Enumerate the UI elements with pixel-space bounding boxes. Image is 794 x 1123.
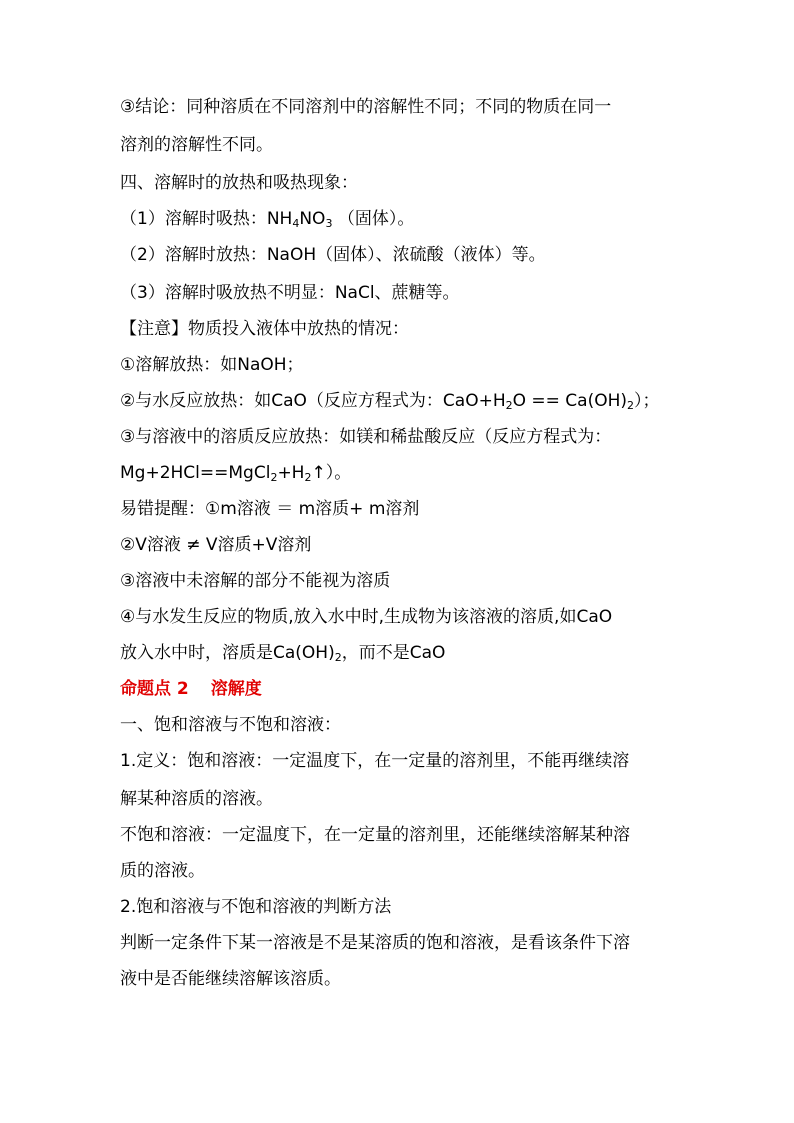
text-line <box>120 207 414 231</box>
text-line: 1.定义：饱和溶液：一定温度下，在一定量的溶剂里，不能再继续溶 <box>120 751 630 771</box>
text-run: +H <box>277 463 305 483</box>
text-line: 判断一定条件下某一溶液是不是某溶质的饱和溶液，是看该条件下溶 <box>120 933 630 953</box>
text-line: 易错提醒：①m溶液 ＝ m溶质+ m溶剂 <box>120 499 420 519</box>
text-run: （固体）。 <box>332 209 415 229</box>
text-line: 2.饱和溶液与不饱和溶液的判断方法 <box>120 897 392 917</box>
text-line <box>120 389 660 413</box>
subscript: 3 <box>325 217 333 230</box>
text-line: ③溶液中未溶解的部分不能视为溶质 <box>120 571 391 591</box>
text-line: 【注意】物质投入液体中放热的情况： <box>120 319 409 339</box>
text-line: 质的溶液。 <box>120 861 205 881</box>
text-run: ，而不是CaO <box>341 643 446 663</box>
text-line: ④与水发生反应的物质,放入水中时,生成物为该溶液的溶质,如CaO <box>120 607 613 627</box>
text-line: ①溶解放热：如NaOH； <box>120 355 304 375</box>
subscript: 2 <box>270 471 278 484</box>
section-title: 溶解度 <box>210 679 262 699</box>
text-line: 溶剂的溶解性不同。 <box>120 135 273 155</box>
text-run: Mg+2HCl==MgCl <box>120 463 271 483</box>
text-line: 四、溶解时的放热和吸热现象： <box>120 173 358 193</box>
text-run: NO <box>299 209 326 229</box>
text-line: ③结论：同种溶质在不同溶剂中的溶解性不同；不同的物质在同一 <box>120 97 612 117</box>
text-line: （3）溶解时吸放热不明显：NaCl、蔗糖等。 <box>120 283 460 303</box>
subscript: 2 <box>505 399 513 412</box>
section-number: 命题点 2 <box>120 679 189 699</box>
text-line: ③与溶液中的溶质反应放热：如镁和稀盐酸反应（反应方程式为： <box>120 427 612 447</box>
text-line: 不饱和溶液：一定温度下，在一定量的溶剂里，还能继续溶解某种溶 <box>120 825 630 845</box>
text-line: ②V溶液 ≠ V溶质+V溶剂 <box>120 535 312 555</box>
subscript: 2 <box>304 471 312 484</box>
text-run: （1）溶解时吸热：NH <box>120 209 293 229</box>
text-line: 液中是否能继续溶解该溶质。 <box>120 969 341 989</box>
subscript: 4 <box>292 217 300 230</box>
text-run: 放入水中时，溶质是Ca(OH) <box>120 643 335 663</box>
text-line: （2）溶解时放热：NaOH（固体）、浓硫酸（液体）等。 <box>120 245 546 265</box>
text-run: ②与水反应放热：如CaO（反应方程式为：CaO+H <box>120 391 506 411</box>
subscript: 2 <box>627 399 635 412</box>
text-line <box>120 641 445 665</box>
text-run: ↑）。 <box>311 463 352 483</box>
subscript: 2 <box>334 651 342 664</box>
text-line: 一、饱和溶液与不饱和溶液： <box>120 715 341 735</box>
section-heading <box>120 677 262 701</box>
text-line: 解某种溶质的溶液。 <box>120 789 273 809</box>
text-run: ）； <box>634 391 660 411</box>
text-line <box>120 461 351 485</box>
text-run: O == Ca(OH) <box>512 391 628 411</box>
